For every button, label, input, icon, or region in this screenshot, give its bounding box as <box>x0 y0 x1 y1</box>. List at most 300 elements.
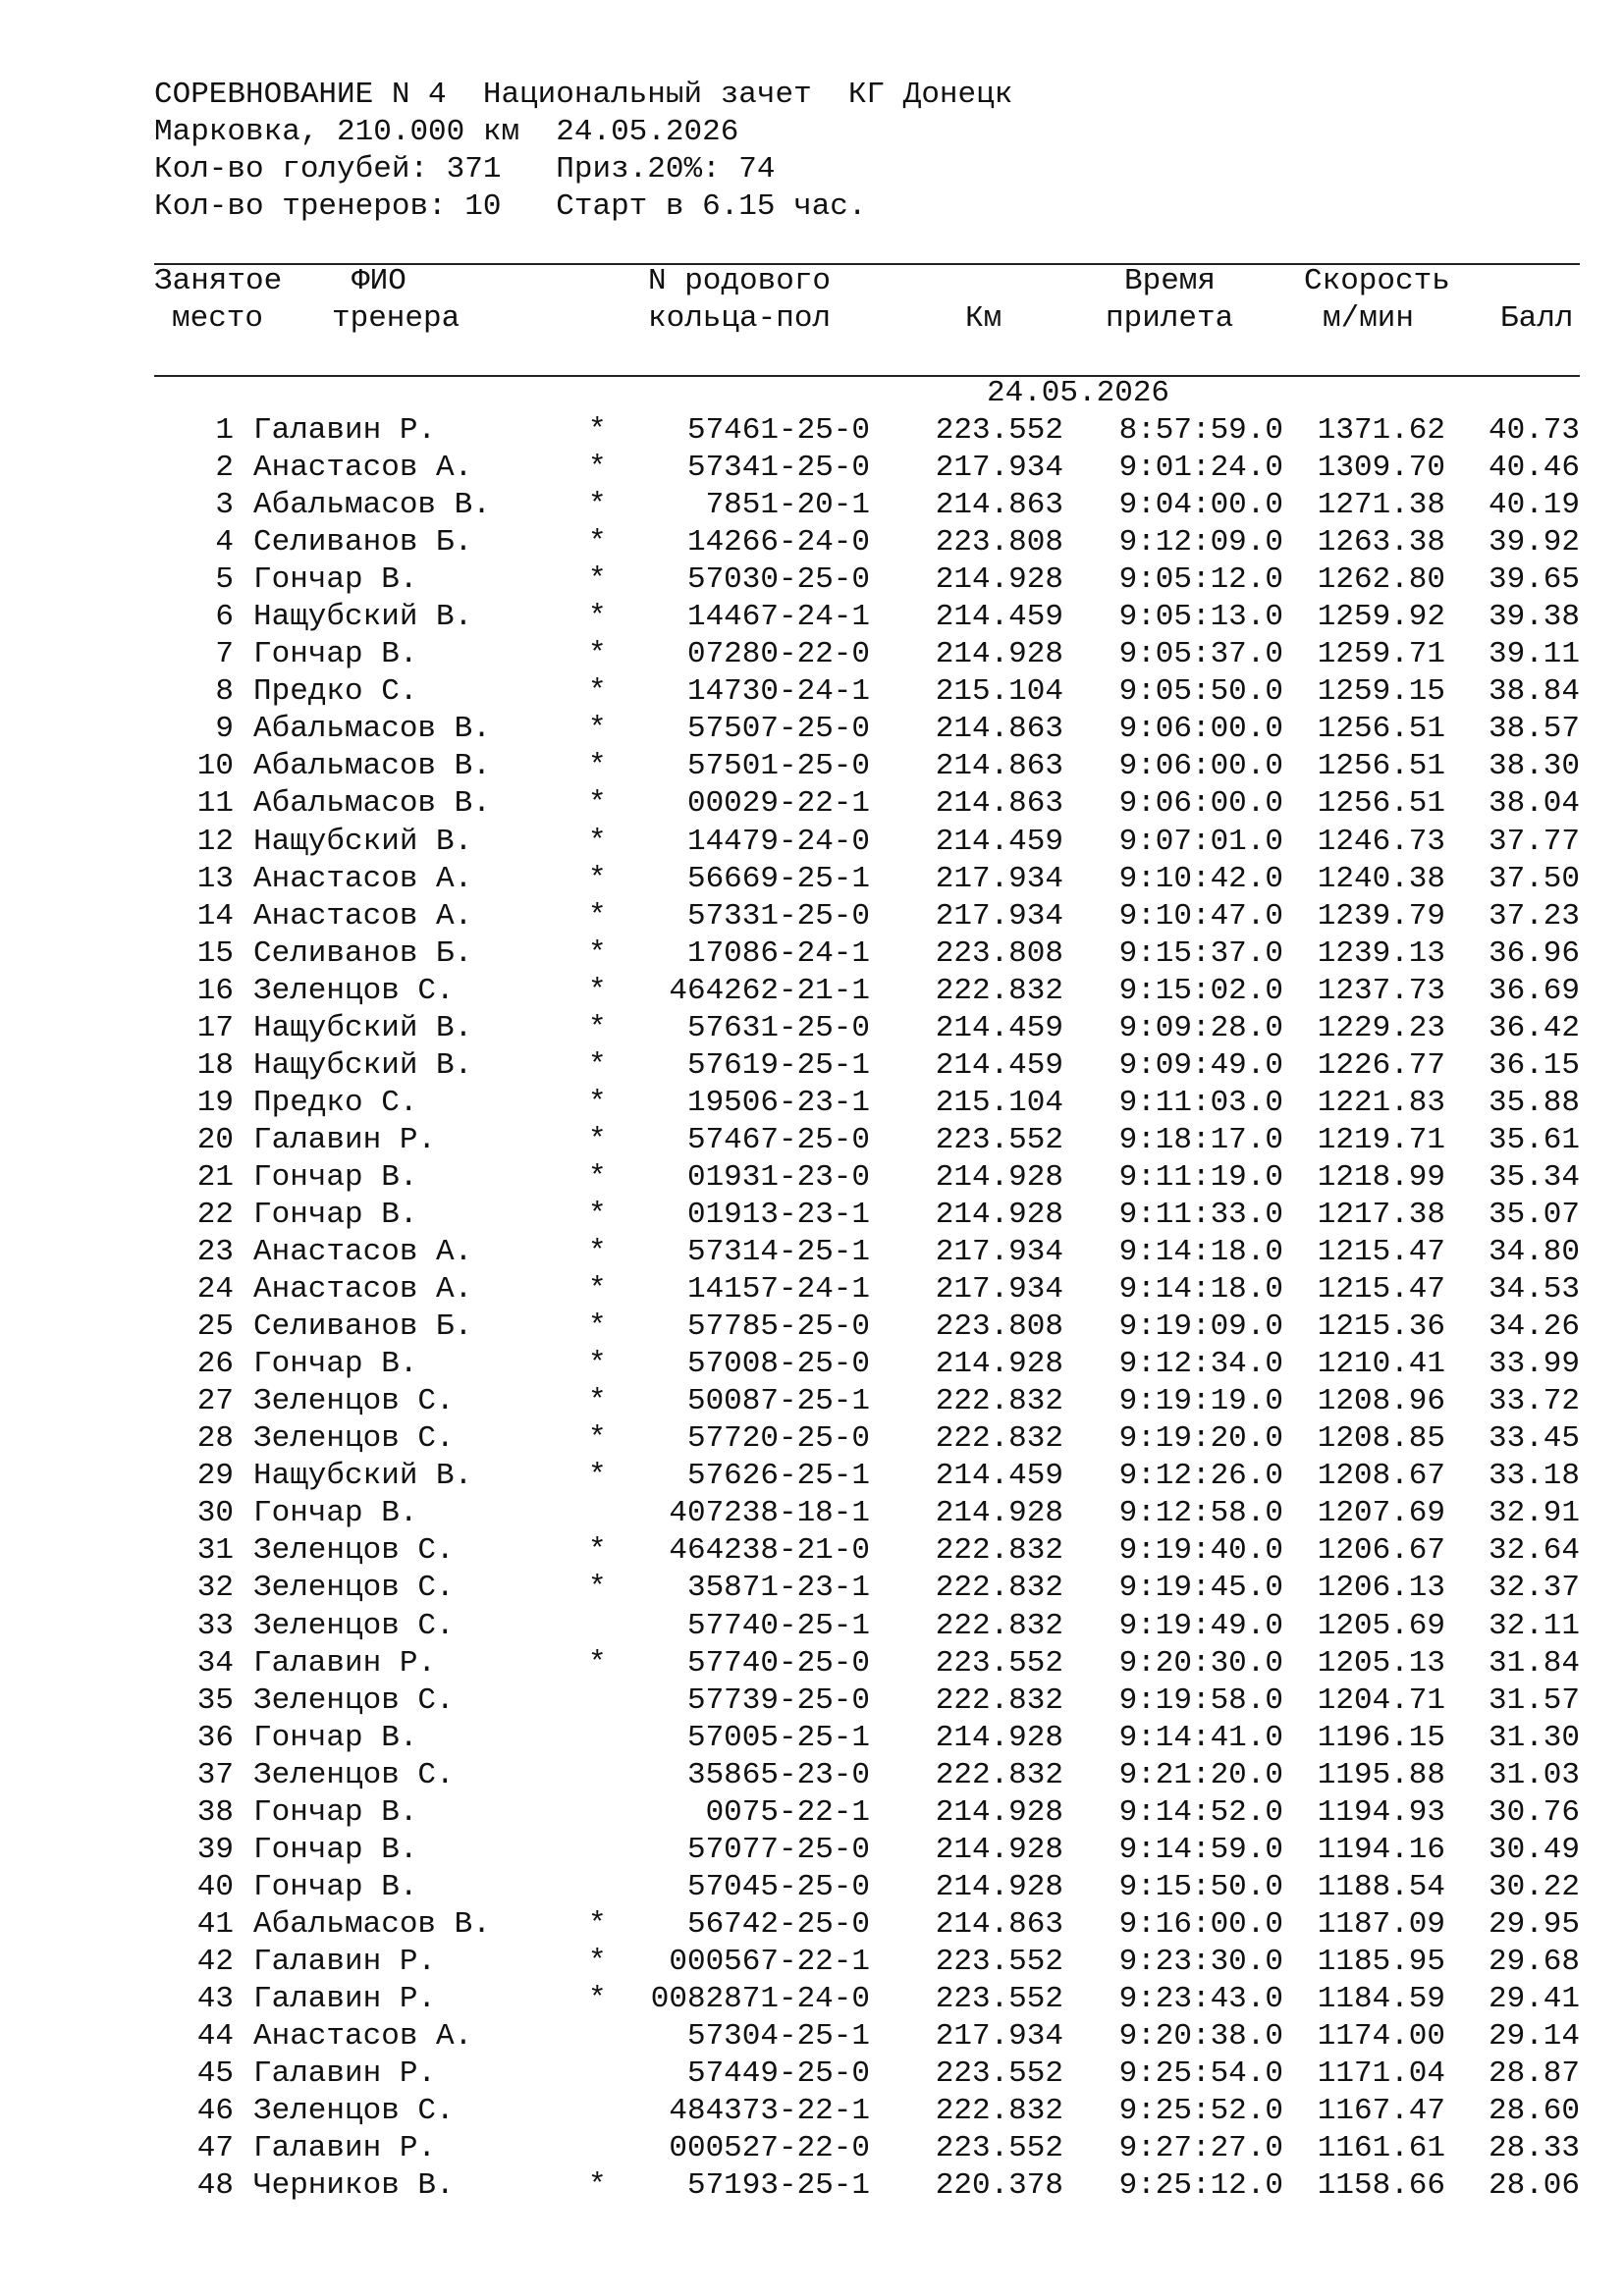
cell-speed: 1194.16 <box>1317 1832 1445 1867</box>
results-table <box>0 412 1624 2205</box>
table-row <box>0 450 1624 487</box>
cell-ring-number: 14266-24-0 <box>686 525 870 561</box>
cell-mark: * <box>588 712 607 747</box>
cell-mark: * <box>588 1010 607 1045</box>
cell-place: 1 <box>215 413 234 448</box>
cell-arrival-time: 9:20:30.0 <box>1118 1645 1283 1681</box>
cell-speed: 1215.47 <box>1317 1272 1445 1308</box>
cell-place: 48 <box>196 2168 234 2204</box>
cell-ring-number: 35871-23-1 <box>686 1571 870 1606</box>
cell-trainer-name: Селиванов Б. <box>253 1309 473 1345</box>
cell-arrival-time: 9:11:03.0 <box>1118 1085 1283 1120</box>
cell-arrival-time: 9:20:38.0 <box>1118 2019 1283 2055</box>
cell-speed: 1188.54 <box>1317 1869 1445 1904</box>
cell-mark: * <box>588 786 607 822</box>
cell-score: 40.73 <box>1488 413 1580 448</box>
cell-distance-km: 214.928 <box>935 1159 1063 1195</box>
cell-score: 34.26 <box>1488 1309 1580 1345</box>
cell-score: 35.88 <box>1488 1085 1580 1120</box>
cell-speed: 1256.51 <box>1317 749 1445 784</box>
cell-place: 47 <box>196 2131 234 2166</box>
cell-ring-number: 464238-21-0 <box>669 1533 870 1569</box>
table-row <box>0 2056 1624 2093</box>
cell-distance-km: 222.832 <box>935 1682 1063 1718</box>
cell-trainer-name: Зеленцов С. <box>253 1421 455 1457</box>
cell-speed: 1205.13 <box>1317 1645 1445 1681</box>
cell-distance-km: 222.832 <box>935 1608 1063 1643</box>
cell-trainer-name: Абальмасов В. <box>253 786 491 822</box>
cell-mark: * <box>588 749 607 784</box>
cell-trainer-name: Гончар В. <box>253 1832 418 1867</box>
cell-place: 28 <box>196 1421 234 1457</box>
cell-ring-number: 56742-25-0 <box>686 1906 870 1942</box>
cell-ring-number: 57740-25-1 <box>686 1608 870 1643</box>
cell-trainer-name: Анастасов А. <box>253 1272 473 1308</box>
cell-ring-number: 57304-25-1 <box>686 2019 870 2055</box>
cell-arrival-time: 9:14:41.0 <box>1118 1720 1283 1755</box>
cell-arrival-time: 9:14:18.0 <box>1118 1235 1283 1270</box>
cell-arrival-time: 9:21:20.0 <box>1118 1757 1283 1792</box>
cell-mark: * <box>588 1272 607 1308</box>
cell-mark: * <box>588 1047 607 1083</box>
table-row <box>0 599 1624 636</box>
cell-ring-number: 19506-23-1 <box>686 1085 870 1120</box>
cell-ring-number: 07280-22-0 <box>686 637 870 672</box>
cell-arrival-time: 9:25:12.0 <box>1118 2168 1283 2204</box>
cell-score: 36.69 <box>1488 973 1580 1008</box>
cell-trainer-name: Селиванов Б. <box>253 525 473 561</box>
cell-place: 27 <box>196 1384 234 1419</box>
cell-distance-km: 214.863 <box>935 749 1063 784</box>
cell-arrival-time: 9:19:58.0 <box>1118 1682 1283 1718</box>
cell-distance-km: 215.104 <box>935 1085 1063 1120</box>
cell-trainer-name: Зеленцов С. <box>253 2094 455 2129</box>
cell-distance-km: 222.832 <box>935 1533 1063 1569</box>
table-row <box>0 1159 1624 1197</box>
cell-trainer-name: Анастасов А. <box>253 1235 473 1270</box>
report-header <box>154 77 1012 226</box>
cell-score: 29.41 <box>1488 1981 1580 2016</box>
cell-distance-km: 223.552 <box>935 2056 1063 2092</box>
cell-ring-number: 57008-25-0 <box>686 1347 870 1382</box>
cell-ring-number: 57739-25-0 <box>686 1682 870 1718</box>
cell-score: 31.30 <box>1488 1720 1580 1755</box>
cell-speed: 1256.51 <box>1317 786 1445 822</box>
cell-score: 39.11 <box>1488 637 1580 672</box>
table-row <box>0 711 1624 748</box>
table-row <box>0 1234 1624 1271</box>
cell-trainer-name: Зеленцов С. <box>253 1608 455 1643</box>
cell-place: 29 <box>196 1459 234 1494</box>
cell-speed: 1206.13 <box>1317 1571 1445 1606</box>
cell-trainer-name: Анастасов А. <box>253 2019 473 2055</box>
col-name-line2: тренера <box>332 301 460 336</box>
cell-distance-km: 223.808 <box>935 1309 1063 1345</box>
cell-arrival-time: 9:25:52.0 <box>1118 2094 1283 2129</box>
cell-distance-km: 217.934 <box>935 2019 1063 2055</box>
table-row <box>0 1608 1624 1645</box>
cell-ring-number: 01913-23-1 <box>686 1197 870 1232</box>
cell-trainer-name: Гончар В. <box>253 1347 418 1382</box>
cell-speed: 1221.83 <box>1317 1085 1445 1120</box>
cell-ring-number: 57467-25-0 <box>686 1122 870 1157</box>
cell-trainer-name: Гончар В. <box>253 1159 418 1195</box>
cell-mark: * <box>588 1645 607 1681</box>
cell-mark: * <box>588 413 607 448</box>
cell-arrival-time: 9:19:09.0 <box>1118 1309 1283 1345</box>
cell-arrival-time: 9:23:30.0 <box>1118 1944 1283 1979</box>
cell-distance-km: 223.552 <box>935 1944 1063 1979</box>
cell-score: 34.80 <box>1488 1235 1580 1270</box>
cell-trainer-name: Зеленцов С. <box>253 1533 455 1569</box>
cell-score: 35.34 <box>1488 1159 1580 1195</box>
cell-speed: 1262.80 <box>1317 562 1445 598</box>
release-location-date: Марковка, 210.000 км 24.05.2026 <box>154 115 739 149</box>
cell-arrival-time: 9:25:54.0 <box>1118 2056 1283 2092</box>
cell-trainer-name: Галавин Р. <box>253 1981 437 2016</box>
cell-speed: 1219.71 <box>1317 1122 1445 1157</box>
cell-ring-number: 35865-23-0 <box>686 1757 870 1792</box>
cell-trainer-name: Зеленцов С. <box>253 1384 455 1419</box>
cell-ring-number: 01931-23-0 <box>686 1159 870 1195</box>
cell-arrival-time: 9:18:17.0 <box>1118 1122 1283 1157</box>
cell-place: 21 <box>196 1159 234 1195</box>
col-speed-line1: Скорость <box>1304 264 1450 298</box>
cell-arrival-time: 9:01:24.0 <box>1118 451 1283 486</box>
cell-place: 44 <box>196 2019 234 2055</box>
cell-speed: 1309.70 <box>1317 451 1445 486</box>
table-row <box>0 2130 1624 2167</box>
cell-score: 32.64 <box>1488 1533 1580 1569</box>
cell-ring-number: 7851-20-1 <box>705 488 870 523</box>
cell-distance-km: 214.928 <box>935 562 1063 598</box>
table-row <box>0 1346 1624 1383</box>
col-name-line1: ФИО <box>352 264 406 298</box>
cell-mark: * <box>588 1533 607 1569</box>
cell-ring-number: 57331-25-0 <box>686 898 870 934</box>
cell-arrival-time: 9:15:37.0 <box>1118 935 1283 971</box>
cell-ring-number: 17086-24-1 <box>686 935 870 971</box>
cell-distance-km: 222.832 <box>935 1421 1063 1457</box>
col-place-line1: Занятое <box>154 264 283 298</box>
cell-trainer-name: Черников В. <box>253 2168 455 2204</box>
cell-ring-number: 57193-25-1 <box>686 2168 870 2204</box>
cell-arrival-time: 9:07:01.0 <box>1118 824 1283 859</box>
cell-trainer-name: Абальмасов В. <box>253 1906 491 1942</box>
cell-score: 37.23 <box>1488 898 1580 934</box>
cell-score: 33.72 <box>1488 1384 1580 1419</box>
cell-ring-number: 484373-22-1 <box>669 2094 870 2129</box>
cell-mark: * <box>588 935 607 971</box>
cell-distance-km: 217.934 <box>935 898 1063 934</box>
cell-distance-km: 214.928 <box>935 1197 1063 1232</box>
cell-ring-number: 57720-25-0 <box>686 1421 870 1457</box>
cell-speed: 1167.47 <box>1317 2094 1445 2129</box>
cell-trainer-name: Нащубский В. <box>253 824 473 859</box>
cell-ring-number: 14730-24-1 <box>686 674 870 710</box>
cell-ring-number: 57507-25-0 <box>686 712 870 747</box>
cell-place: 12 <box>196 824 234 859</box>
table-row <box>0 2167 1624 2205</box>
cell-trainer-name: Абальмасов В. <box>253 749 491 784</box>
table-row <box>0 1757 1624 1794</box>
cell-ring-number: 000527-22-0 <box>669 2131 870 2166</box>
cell-place: 32 <box>196 1571 234 1606</box>
cell-distance-km: 214.928 <box>935 1720 1063 1755</box>
cell-trainer-name: Нащубский В. <box>253 600 473 635</box>
cell-distance-km: 214.863 <box>935 1906 1063 1942</box>
cell-arrival-time: 9:05:37.0 <box>1118 637 1283 672</box>
cell-place: 30 <box>196 1496 234 1531</box>
table-row <box>0 1981 1624 2018</box>
cell-mark: * <box>588 1421 607 1457</box>
cell-place: 10 <box>196 749 234 784</box>
cell-arrival-time: 9:06:00.0 <box>1118 786 1283 822</box>
cell-place: 23 <box>196 1235 234 1270</box>
cell-score: 28.06 <box>1488 2168 1580 2204</box>
table-row <box>0 1383 1624 1420</box>
cell-trainer-name: Гончар В. <box>253 637 418 672</box>
cell-score: 39.65 <box>1488 562 1580 598</box>
cell-place: 26 <box>196 1347 234 1382</box>
cell-mark: * <box>588 1459 607 1494</box>
cell-speed: 1208.96 <box>1317 1384 1445 1419</box>
cell-arrival-time: 9:16:00.0 <box>1118 1906 1283 1942</box>
table-row <box>0 561 1624 599</box>
cell-place: 19 <box>196 1085 234 1120</box>
cell-trainer-name: Абальмасов В. <box>253 488 491 523</box>
cell-ring-number: 56669-25-1 <box>686 861 870 896</box>
table-row <box>0 935 1624 973</box>
cell-place: 34 <box>196 1645 234 1681</box>
cell-score: 36.42 <box>1488 1010 1580 1045</box>
cell-arrival-time: 9:12:26.0 <box>1118 1459 1283 1494</box>
cell-score: 36.15 <box>1488 1047 1580 1083</box>
cell-trainer-name: Галавин Р. <box>253 2056 437 2092</box>
cell-arrival-time: 9:27:27.0 <box>1118 2131 1283 2166</box>
cell-score: 38.04 <box>1488 786 1580 822</box>
cell-arrival-time: 9:09:49.0 <box>1118 1047 1283 1083</box>
table-row <box>0 1010 1624 1047</box>
cell-trainer-name: Зеленцов С. <box>253 1571 455 1606</box>
cell-place: 22 <box>196 1197 234 1232</box>
cell-mark: * <box>588 674 607 710</box>
cell-distance-km: 214.928 <box>935 1794 1063 1830</box>
cell-mark: * <box>588 1085 607 1120</box>
cell-arrival-time: 9:11:33.0 <box>1118 1197 1283 1232</box>
cell-speed: 1206.67 <box>1317 1533 1445 1569</box>
cell-speed: 1239.79 <box>1317 898 1445 934</box>
cell-arrival-time: 9:19:19.0 <box>1118 1384 1283 1419</box>
cell-distance-km: 222.832 <box>935 1571 1063 1606</box>
cell-distance-km: 223.552 <box>935 1981 1063 2016</box>
cell-distance-km: 217.934 <box>935 861 1063 896</box>
cell-speed: 1215.36 <box>1317 1309 1445 1345</box>
cell-place: 46 <box>196 2094 234 2129</box>
cell-distance-km: 214.459 <box>935 1047 1063 1083</box>
cell-ring-number: 57449-25-0 <box>686 2056 870 2092</box>
cell-trainer-name: Галавин Р. <box>253 1122 437 1157</box>
cell-speed: 1158.66 <box>1317 2168 1445 2204</box>
cell-arrival-time: 9:12:09.0 <box>1118 525 1283 561</box>
col-time-line1: Время <box>1124 264 1217 298</box>
table-row <box>0 1645 1624 1682</box>
cell-distance-km: 214.928 <box>935 1347 1063 1382</box>
table-row <box>0 524 1624 561</box>
race-date: 24.05.2026 <box>987 376 1170 410</box>
cell-ring-number: 464262-21-1 <box>669 973 870 1008</box>
cell-trainer-name: Галавин Р. <box>253 1944 437 1979</box>
cell-speed: 1259.92 <box>1317 600 1445 635</box>
cell-place: 14 <box>196 898 234 934</box>
cell-trainer-name: Нащубский В. <box>253 1010 473 1045</box>
cell-distance-km: 214.459 <box>935 1010 1063 1045</box>
cell-place: 35 <box>196 1682 234 1718</box>
cell-ring-number: 0082871-24-0 <box>650 1981 870 2016</box>
table-row <box>0 1308 1624 1346</box>
cell-score: 38.84 <box>1488 674 1580 710</box>
cell-ring-number: 0075-22-1 <box>705 1794 870 1830</box>
cell-distance-km: 222.832 <box>935 1757 1063 1792</box>
cell-score: 32.91 <box>1488 1496 1580 1531</box>
cell-place: 3 <box>215 488 234 523</box>
cell-speed: 1226.77 <box>1317 1047 1445 1083</box>
cell-mark: * <box>588 1384 607 1419</box>
cell-speed: 1208.67 <box>1317 1459 1445 1494</box>
cell-mark: * <box>588 2168 607 2204</box>
cell-distance-km: 214.928 <box>935 1496 1063 1531</box>
cell-trainer-name: Галавин Р. <box>253 2131 437 2166</box>
cell-distance-km: 223.808 <box>935 525 1063 561</box>
cell-distance-km: 223.552 <box>935 2131 1063 2166</box>
cell-mark: * <box>588 525 607 561</box>
col-score: Балл <box>1500 301 1574 336</box>
cell-speed: 1371.62 <box>1317 413 1445 448</box>
cell-score: 30.76 <box>1488 1794 1580 1830</box>
cell-place: 16 <box>196 973 234 1008</box>
cell-mark: * <box>588 562 607 598</box>
cell-trainer-name: Анастасов А. <box>253 451 473 486</box>
table-row <box>0 1869 1624 1906</box>
cell-ring-number: 57005-25-1 <box>686 1720 870 1755</box>
cell-distance-km: 222.832 <box>935 1384 1063 1419</box>
cell-trainer-name: Нащубский В. <box>253 1047 473 1083</box>
cell-arrival-time: 9:23:43.0 <box>1118 1981 1283 2016</box>
col-speed-line2: м/мин <box>1323 301 1415 336</box>
col-km: Км <box>965 301 1002 336</box>
cell-place: 43 <box>196 1981 234 2016</box>
cell-score: 30.22 <box>1488 1869 1580 1904</box>
cell-trainer-name: Гончар В. <box>253 1197 418 1232</box>
cell-ring-number: 57631-25-0 <box>686 1010 870 1045</box>
cell-trainer-name: Гончар В. <box>253 1869 418 1904</box>
cell-ring-number: 57341-25-0 <box>686 451 870 486</box>
cell-place: 11 <box>196 786 234 822</box>
cell-ring-number: 14479-24-0 <box>686 824 870 859</box>
cell-arrival-time: 8:57:59.0 <box>1118 413 1283 448</box>
cell-mark: * <box>588 1159 607 1195</box>
cell-trainer-name: Зеленцов С. <box>253 973 455 1008</box>
cell-trainer-name: Гончар В. <box>253 1496 418 1531</box>
cell-score: 33.45 <box>1488 1421 1580 1457</box>
cell-score: 29.14 <box>1488 2019 1580 2055</box>
cell-trainer-name: Галавин Р. <box>253 1645 437 1681</box>
table-row <box>0 861 1624 898</box>
cell-place: 25 <box>196 1309 234 1345</box>
cell-speed: 1259.71 <box>1317 637 1445 672</box>
table-row <box>0 636 1624 673</box>
table-row <box>0 1944 1624 1981</box>
cell-speed: 1259.15 <box>1317 674 1445 710</box>
cell-score: 34.53 <box>1488 1272 1580 1308</box>
cell-place: 17 <box>196 1010 234 1045</box>
cell-distance-km: 215.104 <box>935 674 1063 710</box>
table-row <box>0 1720 1624 1757</box>
cell-arrival-time: 9:19:45.0 <box>1118 1571 1283 1606</box>
cell-ring-number: 57740-25-0 <box>686 1645 870 1681</box>
cell-score: 29.95 <box>1488 1906 1580 1942</box>
cell-speed: 1171.04 <box>1317 2056 1445 2092</box>
col-place-line2: место <box>172 301 264 336</box>
cell-trainer-name: Предко С. <box>253 674 418 710</box>
cell-place: 41 <box>196 1906 234 1942</box>
cell-score: 37.77 <box>1488 824 1580 859</box>
cell-mark: * <box>588 973 607 1008</box>
cell-score: 33.18 <box>1488 1459 1580 1494</box>
cell-score: 39.38 <box>1488 600 1580 635</box>
cell-speed: 1215.47 <box>1317 1235 1445 1270</box>
cell-trainer-name: Зеленцов С. <box>253 1682 455 1718</box>
col-ring-line1: N родового <box>648 264 832 298</box>
cell-distance-km: 217.934 <box>935 451 1063 486</box>
cell-arrival-time: 9:19:40.0 <box>1118 1533 1283 1569</box>
cell-place: 4 <box>215 525 234 561</box>
cell-arrival-time: 9:06:00.0 <box>1118 749 1283 784</box>
cell-place: 6 <box>215 600 234 635</box>
cell-distance-km: 214.863 <box>935 488 1063 523</box>
table-row <box>0 898 1624 935</box>
cell-score: 38.57 <box>1488 712 1580 747</box>
cell-speed: 1194.93 <box>1317 1794 1445 1830</box>
cell-distance-km: 217.934 <box>935 1272 1063 1308</box>
cell-distance-km: 222.832 <box>935 973 1063 1008</box>
cell-ring-number: 57461-25-0 <box>686 413 870 448</box>
cell-ring-number: 57030-25-0 <box>686 562 870 598</box>
cell-distance-km: 223.552 <box>935 413 1063 448</box>
col-ring-line2: кольца-пол <box>648 301 832 336</box>
cell-distance-km: 223.552 <box>935 1122 1063 1157</box>
cell-place: 9 <box>215 712 234 747</box>
table-row <box>0 1047 1624 1085</box>
cell-mark: * <box>588 451 607 486</box>
cell-distance-km: 214.459 <box>935 1459 1063 1494</box>
cell-mark: * <box>588 1906 607 1942</box>
table-row <box>0 1197 1624 1234</box>
cell-ring-number: 57314-25-1 <box>686 1235 870 1270</box>
cell-score: 29.68 <box>1488 1944 1580 1979</box>
cell-speed: 1246.73 <box>1317 824 1445 859</box>
cell-place: 31 <box>196 1533 234 1569</box>
cell-arrival-time: 9:05:13.0 <box>1118 600 1283 635</box>
table-row <box>0 1420 1624 1458</box>
cell-trainer-name: Гончар В. <box>253 562 418 598</box>
header-divider <box>154 375 1580 377</box>
cell-place: 33 <box>196 1608 234 1643</box>
table-row <box>0 973 1624 1010</box>
cell-arrival-time: 9:15:50.0 <box>1118 1869 1283 1904</box>
cell-speed: 1185.95 <box>1317 1944 1445 1979</box>
cell-trainer-name: Гончар В. <box>253 1794 418 1830</box>
